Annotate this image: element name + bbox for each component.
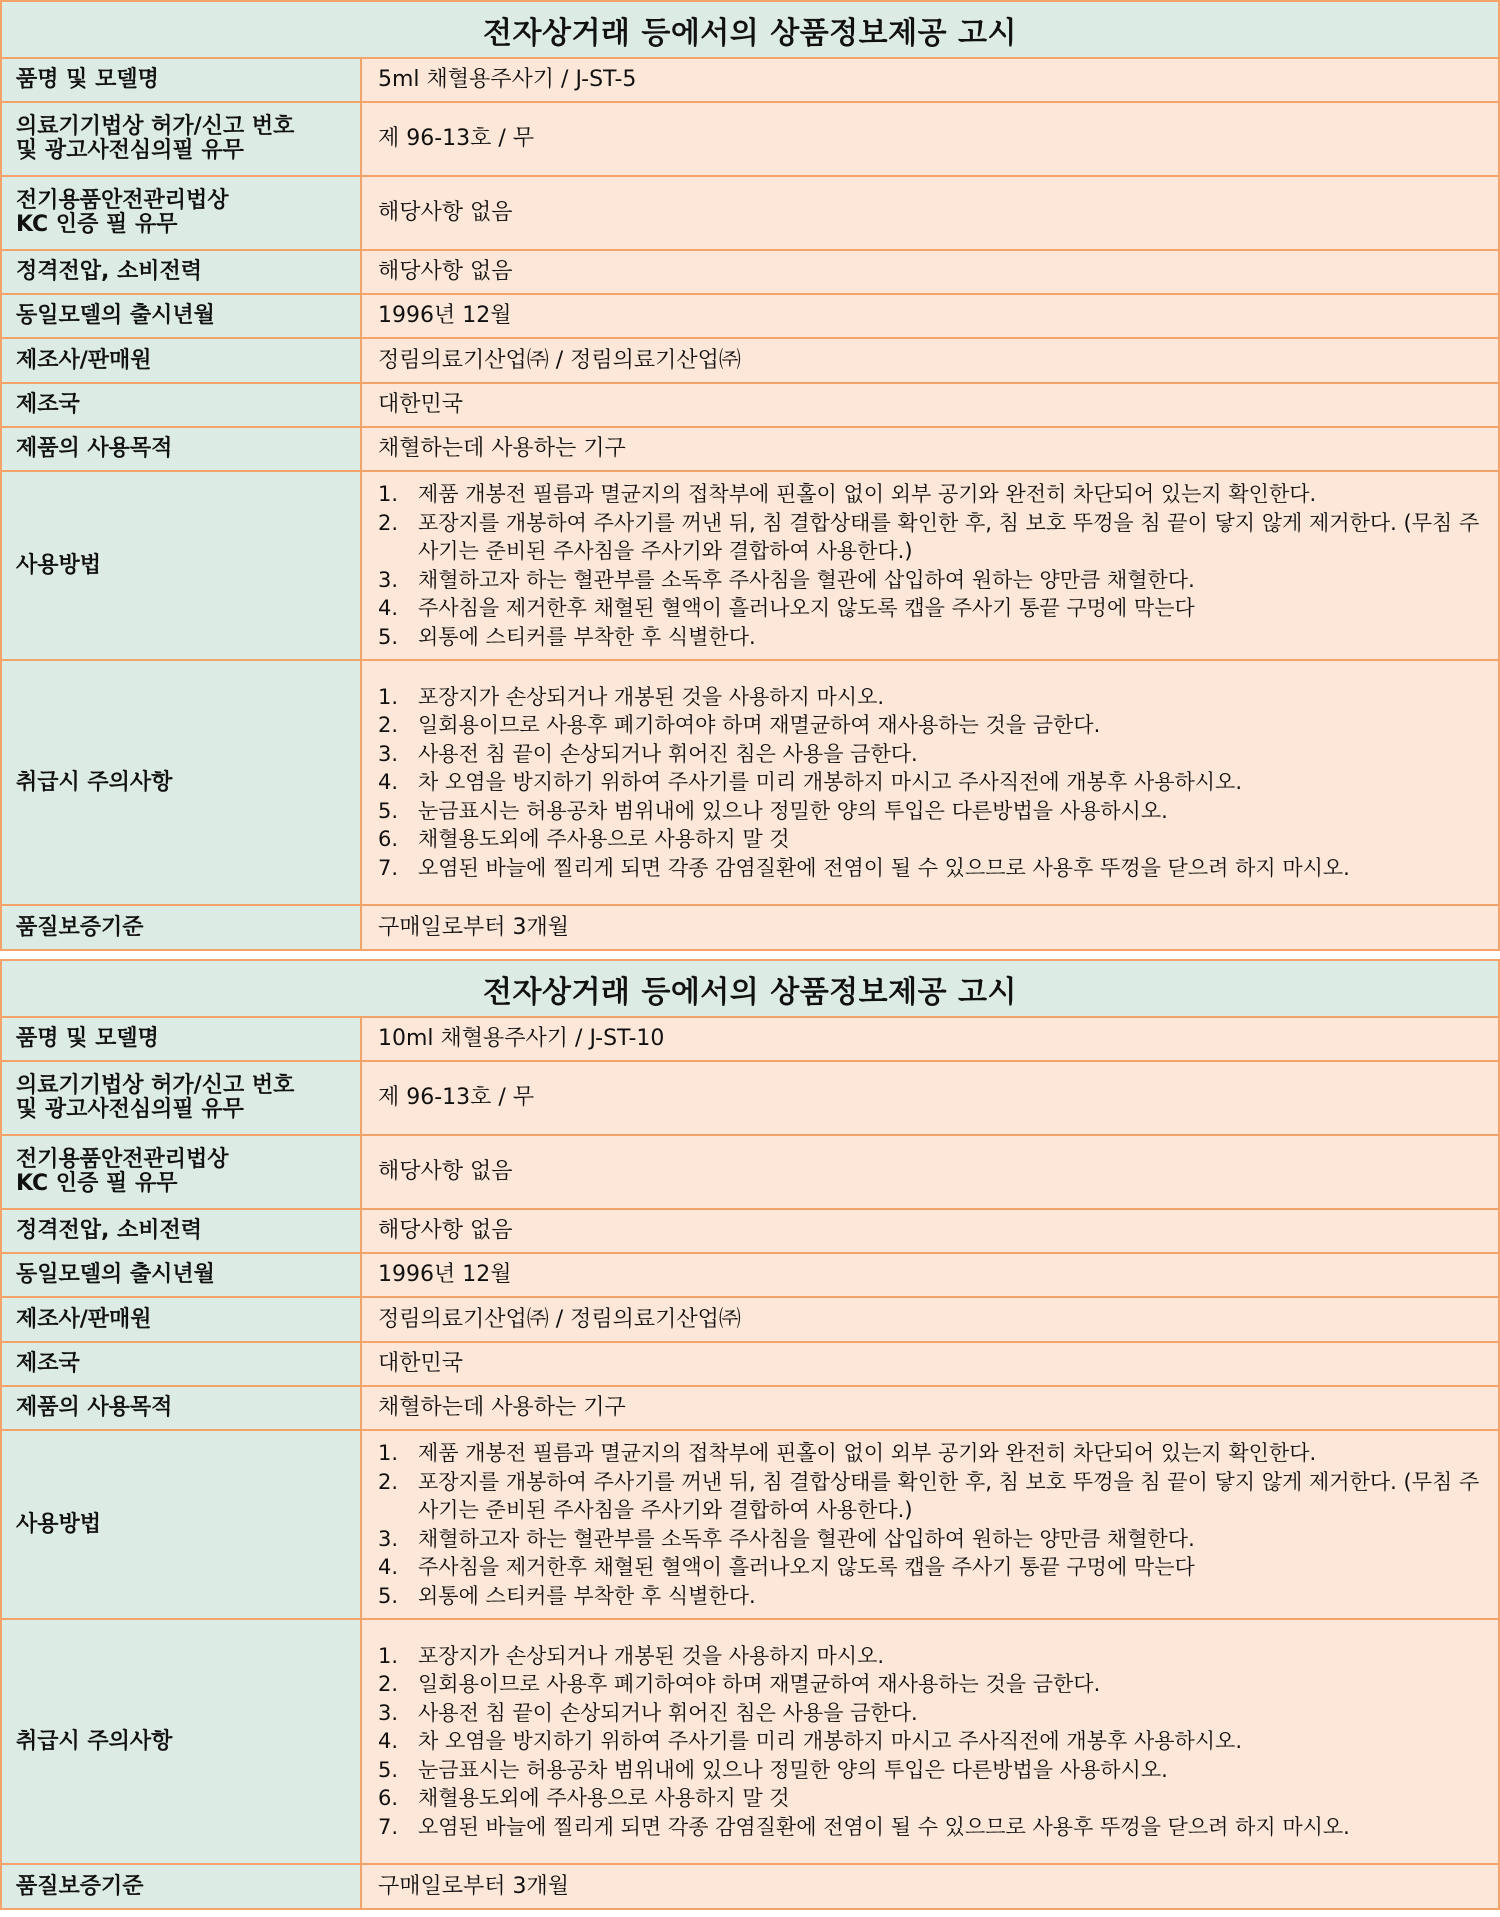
caution-step [378, 1670, 1492, 1699]
caution-steps-list [378, 683, 1498, 883]
kc-label-line-2: KC 인증 필 유무 [16, 1171, 178, 1196]
power-label: 정격전압, 소비전력 [1, 1209, 361, 1253]
usage-step-text: 제품 개봉전 필름과 멸균지의 접착부에 핀홀이 없이 외부 공기와 완전히 차단되어 있는지 확인한다. [418, 482, 1317, 506]
license-label-line-2: 및 광고사전심의필 유무 [16, 138, 244, 163]
warranty-row [1, 1864, 1499, 1909]
usage-steps-list [378, 480, 1498, 651]
release-row [1, 1253, 1499, 1297]
purpose-value: 채혈하는데 사용하는 기구 [361, 427, 1499, 471]
caution-step [378, 1784, 1492, 1813]
product-value: 5ml 채혈용주사기 / J-ST-5 [361, 58, 1499, 102]
caution-label: 취급시 주의사항 [1, 660, 361, 905]
release-label: 동일모델의 출시년월 [1, 1253, 361, 1297]
caution-step [378, 1699, 1492, 1728]
usage-step-number: 4. [378, 1555, 399, 1579]
caution-step-number: 2. [378, 1672, 399, 1697]
caution-value [361, 1619, 1499, 1864]
usage-step [378, 1582, 1492, 1611]
caution-value [361, 660, 1499, 905]
title-row [1, 960, 1499, 1017]
release-value: 1996년 12월 [361, 1253, 1499, 1297]
maker-row [1, 338, 1499, 383]
usage-steps-list [378, 1439, 1498, 1610]
caution-step [378, 1642, 1492, 1671]
caution-step-text: 사용전 침 끝이 손상되거나 휘어진 침은 사용을 금한다. [418, 741, 918, 766]
usage-step-number: 5. [378, 1583, 399, 1608]
product-notice-5ml [0, 0, 1500, 951]
usage-step [378, 509, 1492, 566]
usage-step-number: 3. [378, 567, 399, 592]
caution-row [1, 660, 1499, 905]
kc-label [1, 1135, 361, 1209]
caution-step-number: 3. [378, 741, 399, 766]
license-label-line-2: 및 광고사전심의필 유무 [16, 1097, 244, 1122]
caution-steps-list [378, 1642, 1498, 1842]
warranty-label: 품질보증기준 [1, 905, 361, 950]
purpose-row [1, 427, 1499, 471]
usage-step-number: 2. [378, 510, 399, 535]
warranty-value: 구매일로부터 3개월 [361, 1864, 1499, 1909]
product-row [1, 58, 1499, 102]
product-row [1, 1017, 1499, 1061]
country-row [1, 383, 1499, 427]
license-label [1, 1061, 361, 1135]
title-row [1, 1, 1499, 58]
product-label: 품명 및 모델명 [1, 58, 361, 102]
license-row [1, 102, 1499, 176]
caution-step-number: 1. [378, 684, 399, 709]
power-row [1, 1209, 1499, 1253]
caution-step-text: 일회용이므로 사용후 폐기하여야 하며 재멸균하여 재사용하는 것을 금한다. [418, 1672, 1101, 1697]
license-value: 제 96-13호 / 무 [361, 102, 1499, 176]
kc-value: 해당사항 없음 [361, 176, 1499, 250]
country-value: 대한민국 [361, 1342, 1499, 1386]
caution-step-number: 7. [378, 1814, 399, 1839]
kc-label [1, 176, 361, 250]
caution-step-text: 채혈용도외에 주사용으로 사용하지 말 것 [418, 1786, 790, 1811]
caution-label: 취급시 주의사항 [1, 1619, 361, 1864]
notice-title: 전자상거래 등에서의 상품정보제공 고시 [1, 960, 1499, 1017]
caution-row [1, 1619, 1499, 1864]
caution-step-number: 2. [378, 713, 399, 738]
usage-step [378, 1525, 1492, 1554]
usage-step-text: 채혈하고자 하는 혈관부를 소독후 주사침을 혈관에 삽입하여 원하는 양만큼 채혈한다. [418, 567, 1195, 592]
caution-step-number: 4. [378, 1729, 399, 1754]
usage-step [378, 480, 1492, 509]
caution-step-number: 4. [378, 770, 399, 795]
caution-step-text: 오염된 바늘에 찔리게 되면 각종 감염질환에 전염이 될 수 있으므로 사용후 뚜껑을 닫으려 하지 마시오. [418, 1814, 1350, 1839]
maker-label: 제조사/판매원 [1, 1297, 361, 1342]
product-value: 10ml 채혈용주사기 / J-ST-10 [361, 1017, 1499, 1061]
usage-step-text: 포장지를 개봉하여 주사기를 꺼낸 뒤, 침 결합상태를 확인한 후, 침 보호 뚜껑을 침 끝이 닿지 않게 제거한다. (무침 주사기는 준비된 주사침을 주사기와 결합하여 사용한다.) [418, 1469, 1480, 1522]
caution-step-text: 눈금표시는 허용공차 범위내에 있으나 정밀한 양의 투입은 다른방법을 사용하시오. [418, 1757, 1168, 1782]
product-notice-10ml [0, 959, 1500, 1910]
caution-step-number: 5. [378, 1757, 399, 1782]
usage-step-text: 제품 개봉전 필름과 멸균지의 접착부에 핀홀이 없이 외부 공기와 완전히 차단되어 있는지 확인한다. [418, 1441, 1317, 1465]
kc-value: 해당사항 없음 [361, 1135, 1499, 1209]
purpose-value: 채혈하는데 사용하는 기구 [361, 1386, 1499, 1430]
caution-step [378, 825, 1492, 854]
caution-step [378, 683, 1492, 712]
country-value: 대한민국 [361, 383, 1499, 427]
purpose-row [1, 1386, 1499, 1430]
usage-step-number: 1. [378, 1441, 399, 1465]
power-label: 정격전압, 소비전력 [1, 250, 361, 294]
warranty-row [1, 905, 1499, 950]
license-row [1, 1061, 1499, 1135]
power-value: 해당사항 없음 [361, 250, 1499, 294]
country-label: 제조국 [1, 383, 361, 427]
usage-step [378, 594, 1492, 623]
usage-label: 사용방법 [1, 1430, 361, 1619]
usage-step-text: 외통에 스티커를 부착한 후 식별한다. [418, 624, 756, 649]
usage-value [361, 1430, 1499, 1619]
maker-row [1, 1297, 1499, 1342]
license-value: 제 96-13호 / 무 [361, 1061, 1499, 1135]
caution-step-number: 1. [378, 1643, 399, 1668]
caution-step-text: 포장지가 손상되거나 개봉된 것을 사용하지 마시오. [418, 684, 885, 709]
notice-table [0, 0, 1500, 951]
usage-step-text: 주사침을 제거한후 채혈된 혈액이 흘러나오지 않도록 캡을 주사기 통끝 구멍에 막는다 [418, 596, 1195, 620]
caution-step-text: 사용전 침 끝이 손상되거나 휘어진 침은 사용을 금한다. [418, 1700, 918, 1725]
kc-row [1, 176, 1499, 250]
caution-step-text: 차 오염을 방지하기 위하여 주사기를 미리 개봉하지 마시고 주사직전에 개봉후 사용하시오. [418, 770, 1243, 795]
caution-step-number: 6. [378, 1786, 399, 1811]
usage-step [378, 1439, 1492, 1468]
kc-label-line-2: KC 인증 필 유무 [16, 212, 178, 237]
release-row [1, 294, 1499, 338]
caution-step-text: 채혈용도외에 주사용으로 사용하지 말 것 [418, 827, 790, 852]
caution-step [378, 1727, 1492, 1756]
caution-step [378, 768, 1492, 797]
usage-step [378, 566, 1492, 595]
notice-table [0, 959, 1500, 1910]
kc-row [1, 1135, 1499, 1209]
warranty-value: 구매일로부터 3개월 [361, 905, 1499, 950]
maker-value: 정림의료기산업㈜ / 정림의료기산업㈜ [361, 338, 1499, 383]
usage-label: 사용방법 [1, 471, 361, 660]
caution-step-number: 7. [378, 855, 399, 880]
usage-step-number: 1. [378, 482, 399, 506]
caution-step-number: 3. [378, 1700, 399, 1725]
product-label: 품명 및 모델명 [1, 1017, 361, 1061]
country-label: 제조국 [1, 1342, 361, 1386]
release-label: 동일모델의 출시년월 [1, 294, 361, 338]
purpose-label: 제품의 사용목적 [1, 1386, 361, 1430]
caution-step [378, 854, 1492, 883]
caution-step [378, 1813, 1492, 1842]
usage-step-text: 포장지를 개봉하여 주사기를 꺼낸 뒤, 침 결합상태를 확인한 후, 침 보호 뚜껑을 침 끝이 닿지 않게 제거한다. (무침 주사기는 준비된 주사침을 주사기와 결합하여 사용한다.) [418, 510, 1480, 563]
caution-step-text: 눈금표시는 허용공차 범위내에 있으나 정밀한 양의 투입은 다른방법을 사용하시오. [418, 798, 1168, 823]
caution-step [378, 711, 1492, 740]
usage-value [361, 471, 1499, 660]
usage-step-number: 4. [378, 596, 399, 620]
caution-step-text: 차 오염을 방지하기 위하여 주사기를 미리 개봉하지 마시고 주사직전에 개봉후 사용하시오. [418, 1729, 1243, 1754]
usage-step-text: 주사침을 제거한후 채혈된 혈액이 흘러나오지 않도록 캡을 주사기 통끝 구멍에 막는다 [418, 1555, 1195, 1579]
usage-step [378, 1553, 1492, 1582]
usage-step-number: 5. [378, 624, 399, 649]
usage-step [378, 623, 1492, 652]
license-label-line-1: 의료기기법상 허가/신고 번호 [16, 1073, 295, 1098]
caution-step-text: 오염된 바늘에 찔리게 되면 각종 감염질환에 전염이 될 수 있으므로 사용후 뚜껑을 닫으려 하지 마시오. [418, 855, 1350, 880]
usage-step-number: 2. [378, 1469, 399, 1494]
kc-label-line-1: 전기용품안전관리법상 [16, 1147, 229, 1172]
release-value: 1996년 12월 [361, 294, 1499, 338]
usage-step-number: 3. [378, 1526, 399, 1551]
caution-step-text: 포장지가 손상되거나 개봉된 것을 사용하지 마시오. [418, 1643, 885, 1668]
caution-step-number: 5. [378, 798, 399, 823]
caution-step [378, 1756, 1492, 1785]
caution-step [378, 740, 1492, 769]
license-label [1, 102, 361, 176]
power-row [1, 250, 1499, 294]
warranty-label: 품질보증기준 [1, 1864, 361, 1909]
caution-step-text: 일회용이므로 사용후 폐기하여야 하며 재멸균하여 재사용하는 것을 금한다. [418, 713, 1101, 738]
kc-label-line-1: 전기용품안전관리법상 [16, 188, 229, 213]
usage-step-text: 외통에 스티커를 부착한 후 식별한다. [418, 1583, 756, 1608]
usage-row [1, 471, 1499, 660]
usage-step [378, 1468, 1492, 1525]
purpose-label: 제품의 사용목적 [1, 427, 361, 471]
caution-step [378, 797, 1492, 826]
notice-title: 전자상거래 등에서의 상품정보제공 고시 [1, 1, 1499, 58]
maker-label: 제조사/판매원 [1, 338, 361, 383]
maker-value: 정림의료기산업㈜ / 정림의료기산업㈜ [361, 1297, 1499, 1342]
power-value: 해당사항 없음 [361, 1209, 1499, 1253]
usage-row [1, 1430, 1499, 1619]
caution-step-number: 6. [378, 827, 399, 852]
country-row [1, 1342, 1499, 1386]
license-label-line-1: 의료기기법상 허가/신고 번호 [16, 114, 295, 139]
usage-step-text: 채혈하고자 하는 혈관부를 소독후 주사침을 혈관에 삽입하여 원하는 양만큼 채혈한다. [418, 1526, 1195, 1551]
